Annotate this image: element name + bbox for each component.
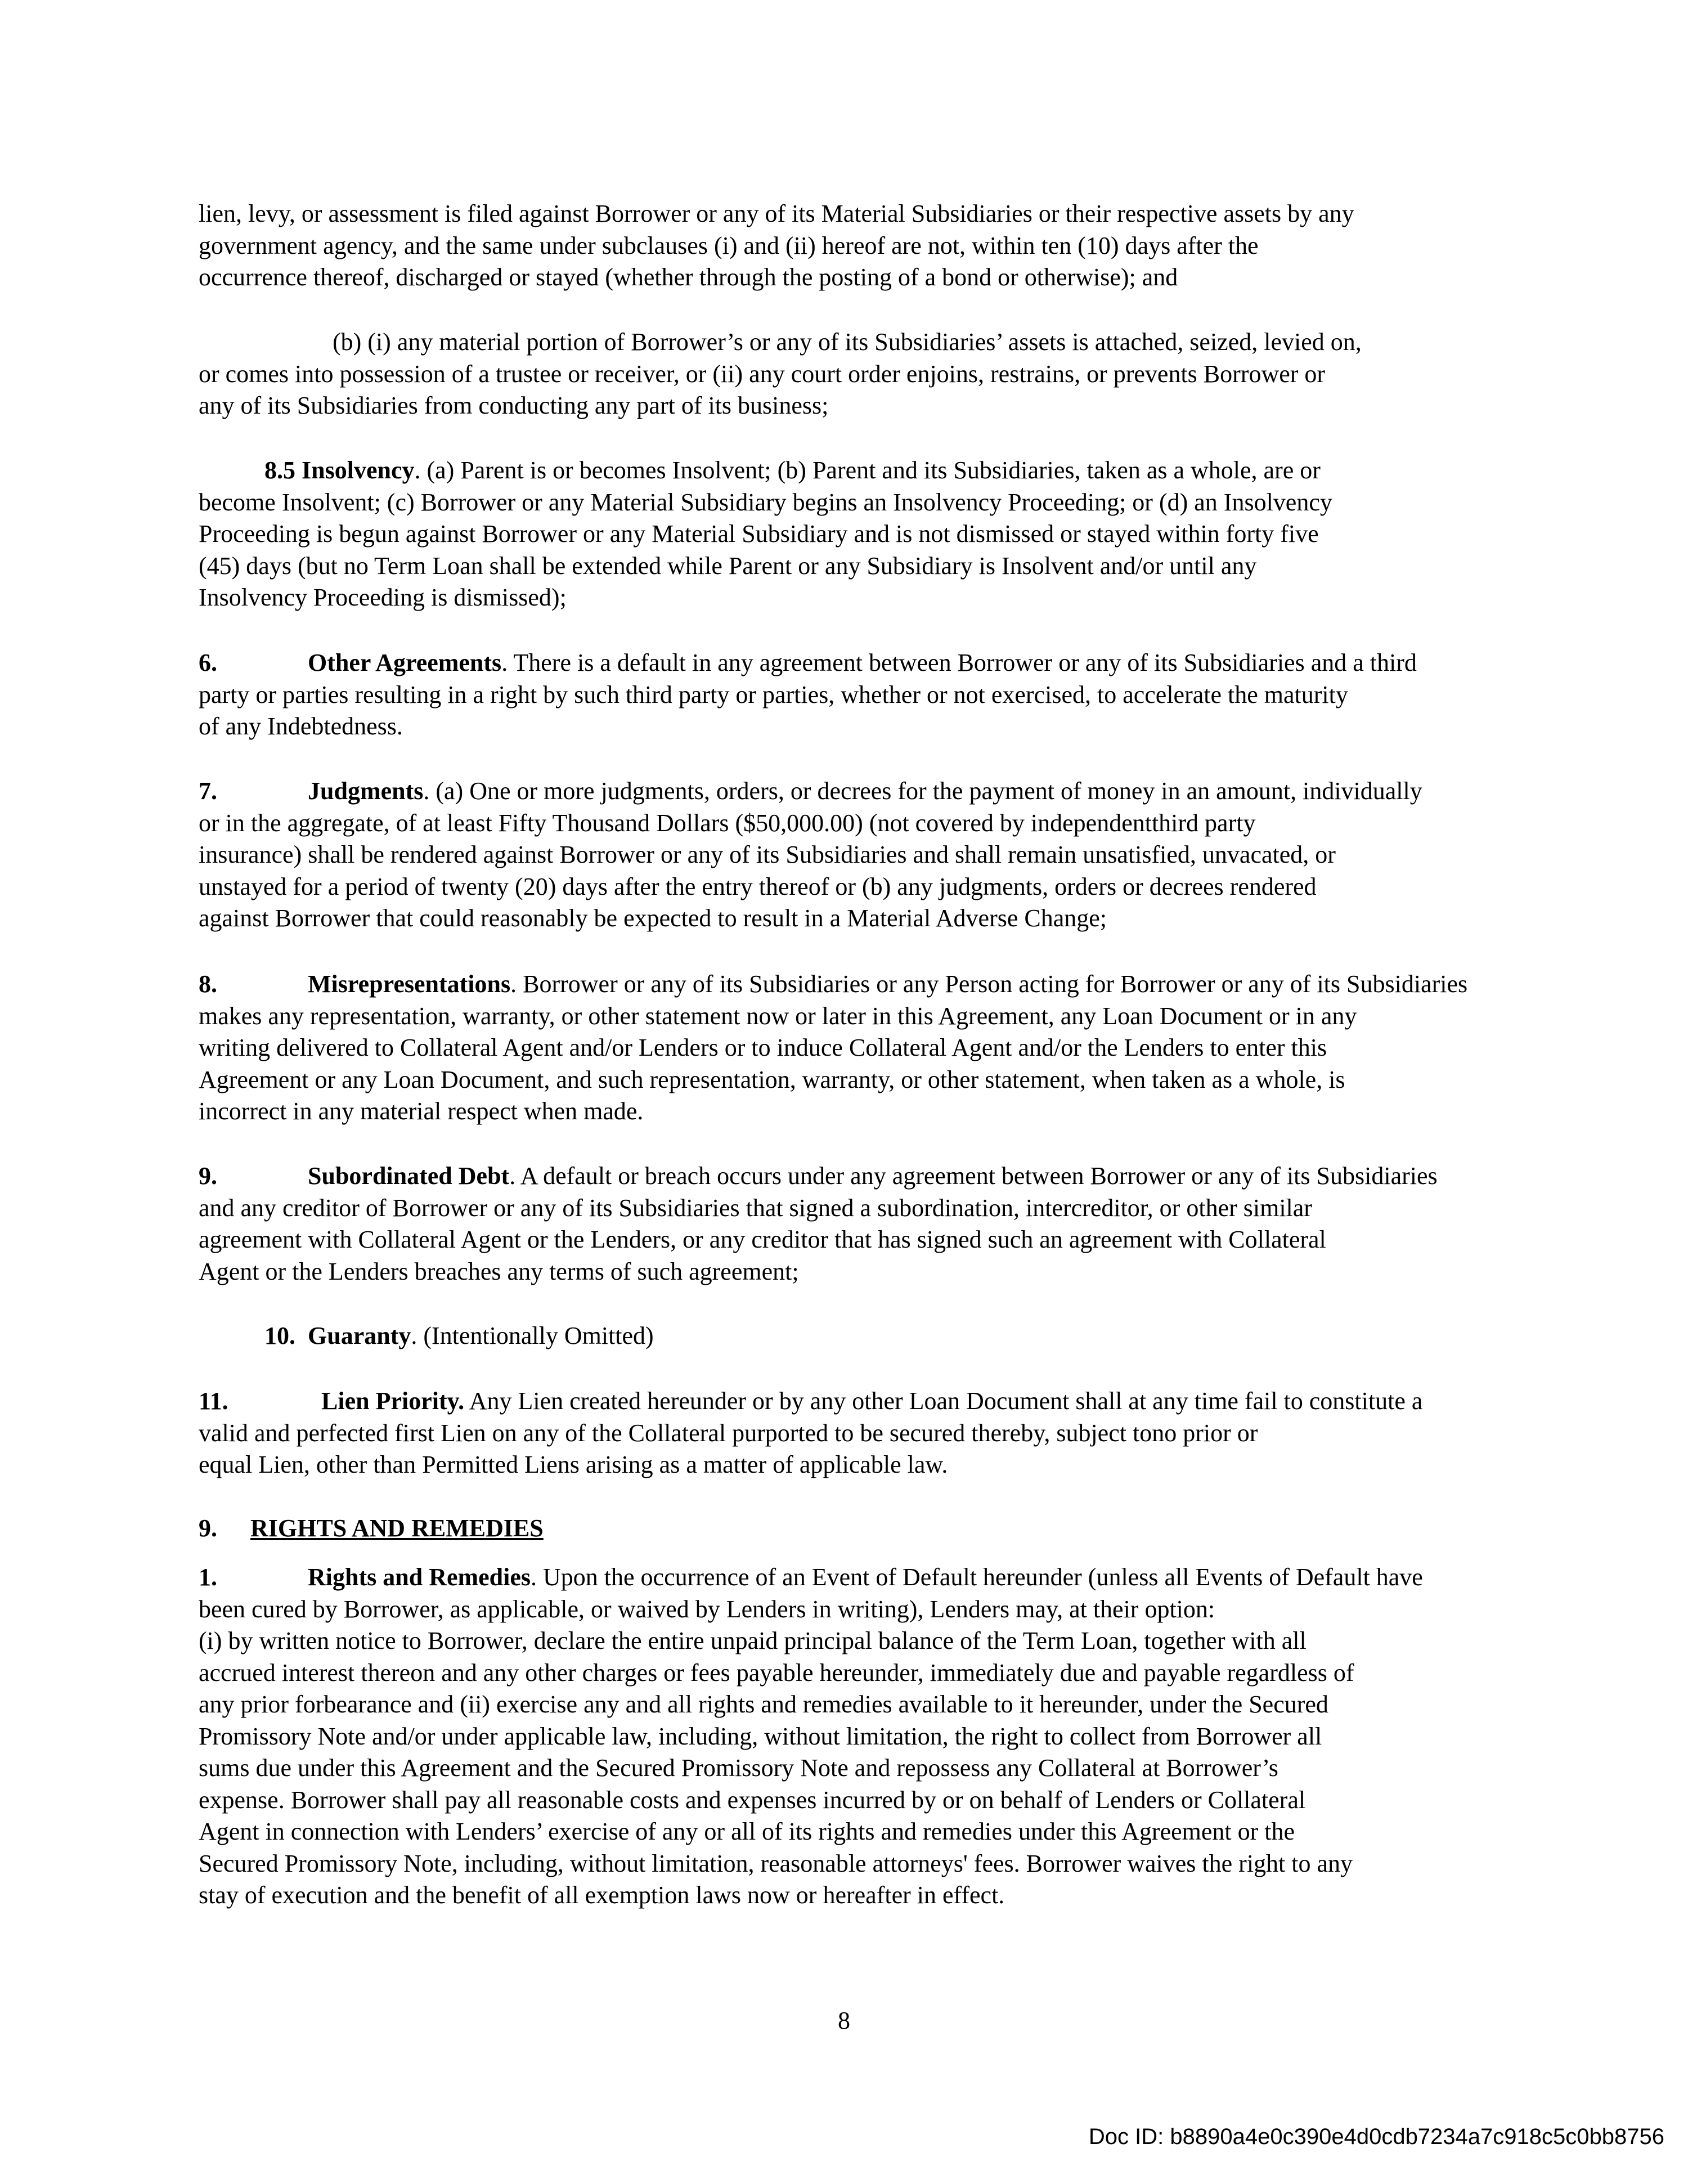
text-line: Agent in connection with Lenders’ exercise of any or all of its rights and remedies under this Agreement or the — [199, 1818, 1295, 1845]
text-run: Any Lien created hereunder or by any other Loan Document shall at any time fail to constitute a — [464, 1387, 1423, 1415]
text-line — [199, 1160, 1438, 1192]
section-heading: Misrepresentations — [308, 970, 511, 998]
text-line — [199, 1513, 544, 1545]
section-heading: Guaranty — [308, 1322, 411, 1349]
text-line: Secured Promissory Note, including, without limitation, reasonable attorneys' fees. Borrower waives the right to any — [199, 1849, 1353, 1877]
text-line: against Borrower that could reasonably be expected to result in a Material Adverse Change; — [199, 904, 1107, 932]
paragraph-other-agreements — [199, 647, 1417, 743]
text-line — [199, 1562, 1423, 1594]
text-line — [199, 455, 1332, 487]
paragraph-clause-b — [199, 326, 1362, 422]
text-line: writing delivered to Collateral Agent and/or Lenders or to induce Collateral Agent and/or the Lenders to enter this — [199, 1034, 1327, 1061]
paragraph-judgments — [199, 775, 1422, 935]
doc-id: Doc ID: b8890a4e0c390e4d0cdb7234a7c918c5c0bb8756 — [1088, 2124, 1664, 2149]
text-line — [199, 1320, 654, 1352]
text-line: any prior forbearance and (ii) exercise any and all rights and remedies available to it hereunder, under the Secured — [199, 1690, 1328, 1718]
text-run: . (Intentionally Omitted) — [411, 1322, 654, 1349]
text-line: or comes into possession of a trustee or receiver, or (ii) any court order enjoins, restrains, or prevents Borrower or — [199, 360, 1326, 388]
text-line: accrued interest thereon and any other charges or fees payable hereunder, immediately due and payable regardless of — [199, 1658, 1354, 1687]
text-line: insurance) shall be rendered against Borrower or any of its Subsidiaries and shall remain unsatisfied, unvacated, or — [199, 841, 1336, 868]
section-heading: 8.5 Insolvency — [264, 456, 415, 484]
section-rights-and-remedies — [199, 1513, 544, 1545]
text-line — [199, 647, 1417, 679]
section-title: RIGHTS AND REMEDIES — [250, 1514, 544, 1542]
text-run: . A default or breach occurs under any agreement between Borrower or any of its Subsidiaries — [509, 1162, 1438, 1190]
text-line: government agency, and the same under subclauses (i) and (ii) hereof are not, within ten (10) days after the — [199, 231, 1259, 259]
text-line: expense. Borrower shall pay all reasonable costs and expenses incurred by or on behalf of Lenders or Collateral — [199, 1786, 1306, 1814]
text-line: Agent or the Lenders breaches any terms of such agreement; — [199, 1257, 799, 1285]
item-number: 9. — [199, 1162, 217, 1190]
item-number: 10. — [264, 1322, 295, 1349]
item-number: 6. — [199, 649, 217, 676]
text-run: . Upon the occurrence of an Event of Default hereunder (unless all Events of Default have — [531, 1563, 1423, 1591]
text-line: been cured by Borrower, as applicable, or waived by Lenders in writing), Lenders may, at their option: — [199, 1595, 1215, 1623]
section-heading: Lien Priority. — [321, 1387, 465, 1415]
text-line: Promissory Note and/or under applicable law, including, without limitation, the right to collect from Borrower all — [199, 1722, 1322, 1750]
text-line — [199, 968, 1467, 1001]
text-line: stay of execution and the benefit of all exemption laws now or hereafter in effect. — [199, 1881, 1005, 1909]
item-number: 8. — [199, 970, 217, 998]
page-number: 8 — [838, 2007, 850, 2034]
section-heading: Other Agreements — [308, 649, 502, 676]
text-line: Insolvency Proceeding is dismissed); — [199, 584, 567, 611]
paragraph-continuation — [199, 198, 1354, 294]
section-heading: Judgments — [308, 777, 424, 805]
text-line: of any Indebtedness. — [199, 712, 403, 740]
text-line: agreement with Collateral Agent or the Lenders, or any creditor that has signed such an agreement with Collateral — [199, 1226, 1326, 1253]
text-line: makes any representation, warranty, or other statement now or later in this Agreement, any Loan Document or in any — [199, 1002, 1357, 1030]
item-number: 1. — [199, 1563, 217, 1591]
text-line: or in the aggregate, of at least Fifty Thousand Dollars ($50,000.00) (not covered by independentthird party — [199, 809, 1256, 837]
paragraph-guaranty — [199, 1320, 654, 1352]
text-line: (i) by written notice to Borrower, declare the entire unpaid principal balance of the Term Loan, together with all — [199, 1627, 1307, 1654]
text-run: . (a) One or more judgments, orders, or decrees for the payment of money in an amount, individually — [423, 777, 1422, 805]
text-line: lien, levy, or assessment is filed against Borrower or any of its Material Subsidiaries or their respective assets by any — [199, 200, 1354, 227]
paragraph-insolvency — [199, 455, 1332, 614]
text-line: equal Lien, other than Permitted Liens arising as a matter of applicable law. — [199, 1451, 948, 1478]
text-line: Proceeding is begun against Borrower or any Material Subsidiary and is not dismissed or stayed within forty five — [199, 520, 1319, 548]
section-heading: Subordinated Debt — [308, 1162, 510, 1190]
item-number: 11. — [199, 1387, 228, 1415]
text-run: . (a) Parent is or becomes Insolvent; (b) Parent and its Subsidiaries, taken as a whole, are or — [414, 456, 1321, 484]
paragraph-rights-and-remedies — [199, 1562, 1423, 1912]
text-line: Agreement or any Loan Document, and such representation, warranty, or other statement, when taken as a whole, is — [199, 1065, 1345, 1093]
section-number: 9. — [199, 1514, 217, 1542]
text-line: sums due under this Agreement and the Secured Promissory Note and repossess any Collateral at Borrower’s — [199, 1754, 1278, 1782]
text-line: (b) (i) any material portion of Borrower’s or any of its Subsidiaries’ assets is attached, seized, levied on, — [333, 328, 1362, 356]
text-line: become Insolvent; (c) Borrower or any Material Subsidiary begins an Insolvency Proceeding; or (d) an Insolvency — [199, 488, 1332, 516]
text-line — [199, 1385, 1422, 1418]
text-line: occurrence thereof, discharged or stayed (whether through the posting of a bond or otherwise); and — [199, 263, 1178, 291]
text-line: unstayed for a period of twenty (20) days after the entry thereof or (b) any judgments, orders or decrees rendered — [199, 872, 1317, 900]
text-run: . There is a default in any agreement between Borrower or any of its Subsidiaries and a third — [501, 649, 1417, 676]
paragraph-lien-priority — [199, 1385, 1422, 1481]
text-line: party or parties resulting in a right by such third party or parties, whether or not exercised, to accelerate the maturity — [199, 680, 1348, 708]
text-line: valid and perfected first Lien on any of the Collateral purported to be secured thereby, subject tono prior or — [199, 1419, 1258, 1447]
text-line: and any creditor of Borrower or any of its Subsidiaries that signed a subordination, intercreditor, or other similar — [199, 1194, 1312, 1222]
item-number: 7. — [199, 777, 217, 805]
text-run: . Borrower or any of its Subsidiaries or any Person acting for Borrower or any of its Subsidiaries — [510, 970, 1468, 998]
text-line — [199, 775, 1422, 808]
paragraph-misrepresentations — [199, 968, 1467, 1128]
text-line: (45) days (but no Term Loan shall be extended while Parent or any Subsidiary is Insolvent and/or until any — [199, 551, 1257, 580]
paragraph-subordinated-debt — [199, 1160, 1438, 1288]
text-line: incorrect in any material respect when made. — [199, 1097, 644, 1125]
section-heading: Rights and Remedies — [308, 1563, 531, 1591]
text-line: any of its Subsidiaries from conducting any part of its business; — [199, 392, 829, 419]
